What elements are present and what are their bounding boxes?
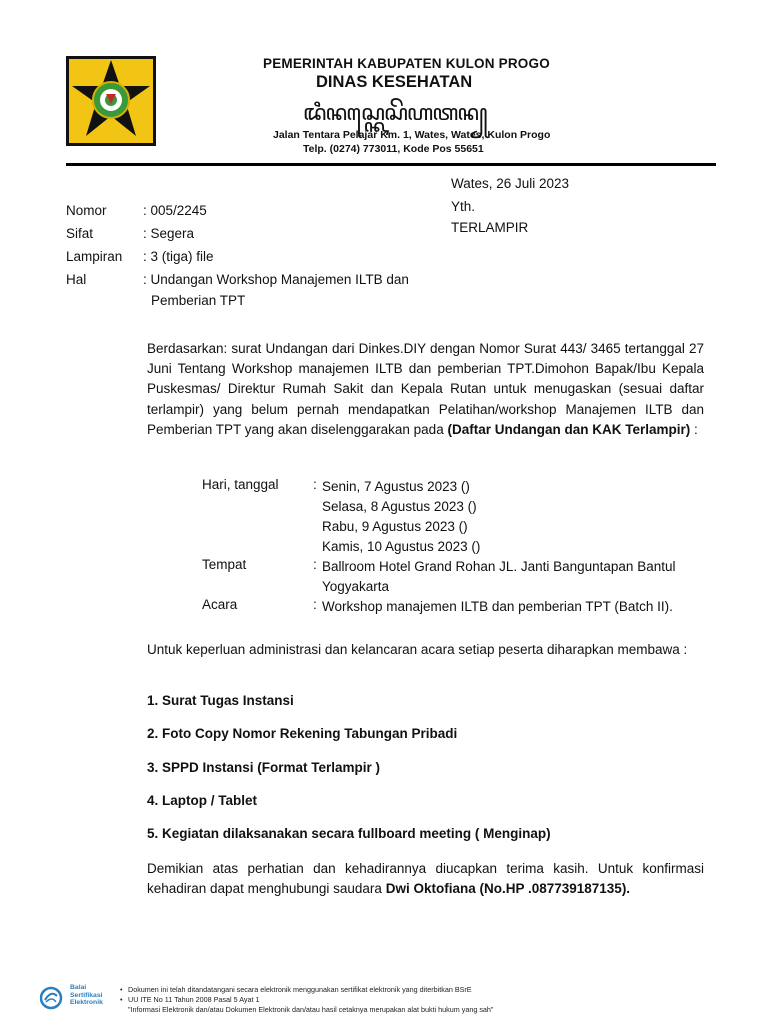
letterhead-agency: DINAS KESEHATAN xyxy=(316,73,473,91)
footer-line-2: • UU ITE No 11 Tahun 2008 Pasal 5 Ayat 1 xyxy=(120,995,260,1004)
letterhead-address: Jalan Tentara Pelajar Km. 1, Wates, Wates, Kulon Progo xyxy=(273,129,551,141)
requirement-item: 1. Surat Tugas Instansi xyxy=(147,693,294,708)
schedule-day-colon: : xyxy=(313,477,317,492)
closing-text: Demikian atas perhatian dan kehadirannya diucapkan terima kasih. Untuk konfirmasi kehadiran dapat menghubungi saudara xyxy=(147,861,704,897)
schedule-day-3: Rabu, 9 Agustus 2023 () xyxy=(322,519,468,534)
intro-text: Berdasarkan: surat Undangan dari Dinkes.DIY dengan Nomor Surat 443/ 3465 tertanggal 27 Juni Tentang Workshop manajemen ILTB dan pemberian TPT.Dimohon Bapak/Ibu Kepala Puskesmas/ Direktur Rumah Sakit dan Kepala Rutan untuk menugaskan (sesuai daftar terlampir) yang belum pernah mendapatkan Pelatihan/workshop Manajemen ILTB dan Pemberian TPT yang akan diselenggarakan pada xyxy=(147,341,704,437)
meta-value-sifat: : Segera xyxy=(143,226,195,241)
recipient-salutation: Yth. xyxy=(451,199,476,214)
schedule-day-2: Selasa, 8 Agustus 2023 () xyxy=(322,499,477,514)
meta-value-hal-continued: Pemberian TPT xyxy=(151,293,246,308)
footer-line-3: "Informasi Elektronik dan/atau Dokumen Elektronik dan/atau hasil cetaknya merupakan alat bukti hukum yang sah" xyxy=(128,1005,494,1014)
schedule-day-4: Kamis, 10 Agustus 2023 () xyxy=(322,539,481,554)
schedule-day-label: Hari, tanggal xyxy=(202,477,279,492)
closing-paragraph xyxy=(147,859,704,899)
schedule-event-colon: : xyxy=(313,597,317,612)
footer-line-1: • Dokumen ini telah ditandatangani secara elektronik menggunakan sertifikat elektronik yang diterbitkan BSrE xyxy=(120,985,472,994)
recipient-name: TERLAMPIR xyxy=(451,220,529,235)
bsre-logo-text: Balai Sertifikasi Elektronik xyxy=(70,984,103,1007)
requirement-item: 4. Laptop / Tablet xyxy=(147,793,258,808)
regency-emblem-logo xyxy=(66,56,156,146)
meta-label-nomor: Nomor xyxy=(66,203,107,218)
letter-date: Wates, 26 Juli 2023 xyxy=(451,176,570,191)
requirement-item: 5. Kegiatan dilaksanakan secara fullboard meeting ( Menginap) xyxy=(147,826,551,841)
letterhead-javanese-script: ꦢꦶꦤꦱ꧀ꦏꦺꦱꦼꦲꦠꦤ꧀ xyxy=(303,101,487,126)
admin-paragraph: Untuk keperluan administrasi dan kelancaran acara setiap peserta diharapkan membawa : xyxy=(147,642,688,657)
letterhead-government: PEMERINTAH KABUPATEN KULON PROGO xyxy=(263,56,550,71)
schedule-place-value: Ballroom Hotel Grand Rohan JL. Janti Banguntapan Bantul Yogyakarta xyxy=(322,559,676,594)
intro-bold-reference: (Daftar Undangan dan KAK Terlampir) xyxy=(447,421,691,437)
meta-label-sifat: Sifat xyxy=(66,226,94,241)
schedule-event-value: Workshop manajemen ILTB dan pemberian TPT (Batch II). xyxy=(322,599,673,614)
intro-paragraph xyxy=(147,339,704,440)
schedule-place-label: Tempat xyxy=(202,557,247,572)
meta-value-lampiran: : 3 (tiga) file xyxy=(143,249,214,264)
schedule-day-1: Senin, 7 Agustus 2023 () xyxy=(322,479,470,494)
letterhead-phone: Telp. (0274) 773011, Kode Pos 55651 xyxy=(303,143,484,155)
meta-label-lampiran: Lampiran xyxy=(66,249,123,264)
meta-value-hal: : Undangan Workshop Manajemen ILTB dan xyxy=(143,272,409,287)
closing-contact: Dwi Oktofiana (No.HP .087739187135). xyxy=(385,881,631,897)
requirement-item: 2. Foto Copy Nomor Rekening Tabungan Pribadi xyxy=(147,726,458,741)
requirement-item: 3. SPPD Instansi (Format Terlampir ) xyxy=(147,760,381,775)
schedule-event-label: Acara xyxy=(202,597,238,612)
letterhead-divider xyxy=(66,163,716,166)
meta-label-hal: Hal xyxy=(66,272,87,287)
schedule-place-colon: : xyxy=(313,557,317,572)
meta-value-nomor: : 005/2245 xyxy=(143,203,207,218)
intro-end: : xyxy=(690,421,698,437)
